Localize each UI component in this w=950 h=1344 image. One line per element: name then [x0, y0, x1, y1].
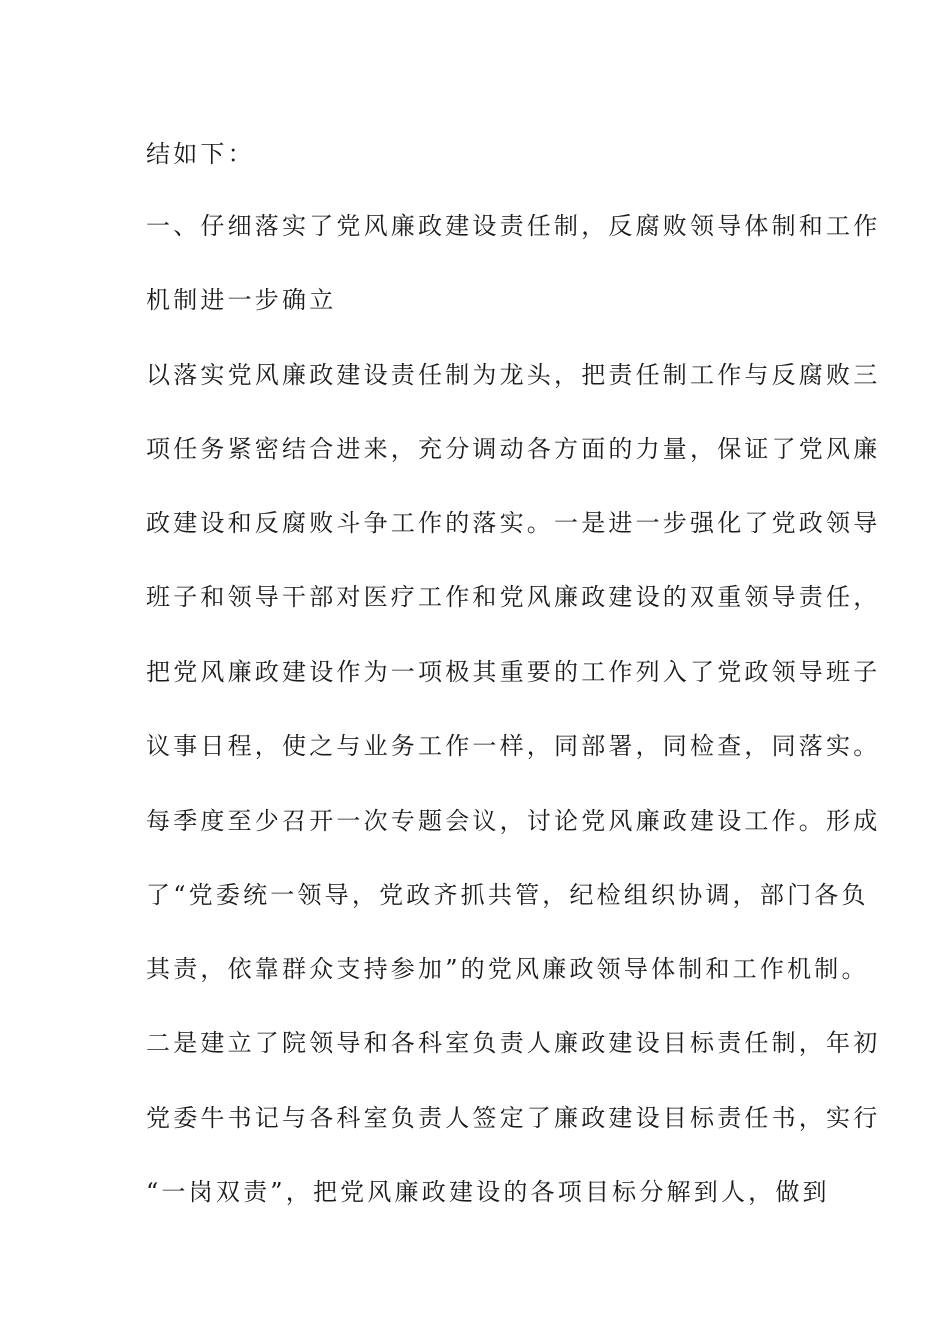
paragraph-line: 二是建立了院领导和各科室负责人廉政建设目标责任制，年初 [146, 1029, 881, 1057]
paragraph-line: 其责，依靠群众支持参加”的党风廉政领导体制和工作机制。 [146, 955, 869, 983]
paragraph-line: 项任务紧密结合进来，充分调动各方面的力量，保证了党风廉 [146, 435, 881, 463]
paragraph-line: 每季度至少召开一次专题会议，讨论党风廉政建设工作。形成 [146, 807, 881, 835]
text-line: 结如下： [146, 140, 255, 168]
section-heading-line-1: 一、仔细落实了党风廉政建设责任制，反腐败领导体制和工作 [146, 212, 881, 240]
paragraph-line: “一岗双责”，把党风廉政建设的各项目标分解到人，做到 [146, 1178, 830, 1206]
paragraph-line: 以落实党风廉政建设责任制为龙头，把责任制工作与反腐败三 [146, 361, 881, 389]
paragraph-line: 班子和领导干部对医疗工作和党风廉政建设的双重领导责任， [146, 583, 881, 611]
section-heading-line-2: 机制进一步确立 [146, 286, 337, 314]
paragraph-line: 把党风廉政建设作为一项极其重要的工作列入了党政领导班子 [146, 658, 881, 686]
paragraph-line: 政建设和反腐败斗争工作的落实。一是进一步强化了党政领导 [146, 509, 881, 537]
paragraph-line: 党委牛书记与各科室负责人签定了廉政建设目标责任书，实行 [146, 1104, 881, 1132]
paragraph-line: 议事日程，使之与业务工作一样，同部署，同检查，同落实。 [146, 732, 881, 760]
paragraph-line: 了“党委统一领导，党政齐抓共管，纪检组织协调，部门各负 [146, 881, 869, 909]
